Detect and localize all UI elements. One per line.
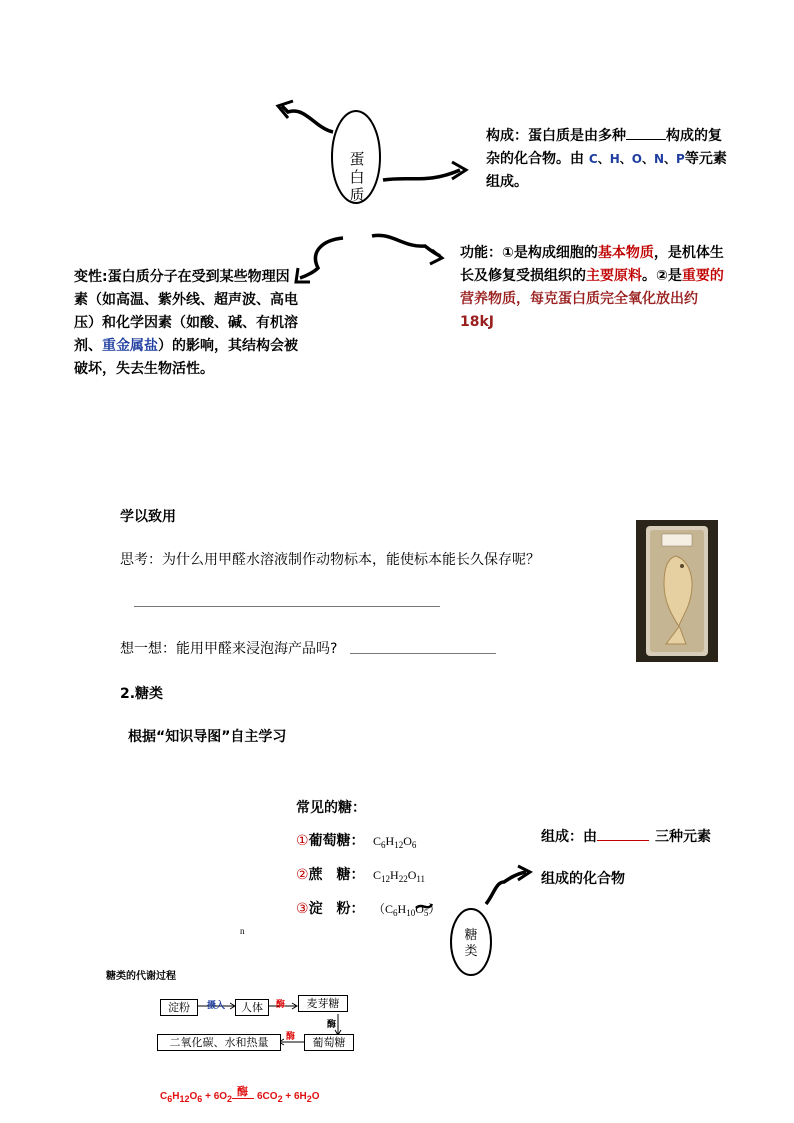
protein-denature: 变性:蛋白质分子在受到某些物理因素（如高温、紫外线、超声波、高电压）和化学因素（如酸、碱、有机溶剂、重金属盐）的影响，其结构会被破坏，失去生物活性。: [74, 269, 298, 377]
sugar-intro: 根据“知识导图”自主学习: [128, 729, 287, 745]
equation-left: $C_6H_{12}O_6 + 6O_2$: [160, 1091, 233, 1104]
question-2: 想一想：能用甲醛来浸泡海产品吗?: [120, 641, 338, 657]
equation-right: $6CO_2 + 6H_2O$: [257, 1091, 320, 1104]
sugar-map-lines: [400, 860, 550, 980]
sugar-composition: 组成：由 三种元素: [541, 829, 711, 845]
stray-subscript: n: [240, 926, 245, 936]
box-starch: 淀粉: [160, 999, 198, 1016]
sugar-item-sucrose: ②蔗 糖： $C_{12}H_{22}O_{11}$: [296, 867, 426, 884]
protein-function: 功能：①是构成细胞的基本物质，是机体生长及修复受损组织的主要原料。②是重要的营养物质，每克蛋白质完全氧化放出约 18kJ: [460, 245, 724, 330]
element-c: C: [588, 152, 598, 166]
protein-center-label: 蛋白质: [349, 150, 365, 204]
sugar-section-title: 2.糖类: [120, 686, 164, 702]
protein-composition: 构成：蛋白质是由多种 构成的复杂的化合物。由 C、H、O、N、P等元素组成。: [486, 128, 727, 190]
sugar-composition-line2: 组成的化合物: [541, 871, 625, 887]
equation-catalyst: 酶: [237, 1085, 248, 1098]
answer-line-2[interactable]: [350, 653, 496, 654]
common-sugars-title: 常见的糖：: [296, 800, 366, 816]
answer-line-1[interactable]: [134, 606, 440, 607]
element-p: P: [676, 152, 685, 166]
box-glucose: 葡萄糖: [304, 1034, 354, 1051]
sugar-item-starch: ③淀 粉： $(C_6H_{10}O_5)$: [296, 901, 441, 918]
sugar-item-glucose: ①葡萄糖： $C_6H_{12}O_6$: [296, 833, 417, 850]
element-n: N: [653, 152, 665, 166]
label-enzyme-2: 酶: [327, 1020, 337, 1030]
fish-specimen-image: [636, 520, 718, 662]
metabolism-title: 糖类的代谢过程: [106, 971, 176, 982]
box-products: 二氧化碳、水和热量: [157, 1034, 281, 1051]
box-maltose: 麦芽糖: [298, 995, 348, 1012]
box-body: 人体: [235, 999, 269, 1016]
label-enzyme-3: 酶: [286, 1032, 296, 1042]
element-h: H: [609, 152, 620, 166]
equation-arrow: [232, 1098, 254, 1099]
label-enzyme-1: 酶: [276, 1000, 286, 1010]
question-1: 思考：为什么用甲醛水溶液制作动物标本，能使标本能长久保存呢？: [120, 552, 540, 568]
sugar-center-label: 糖类: [464, 928, 478, 959]
element-o: O: [631, 152, 642, 166]
label-ingest: 摄入: [207, 1001, 226, 1011]
apply-heading: 学以致用: [120, 509, 176, 525]
